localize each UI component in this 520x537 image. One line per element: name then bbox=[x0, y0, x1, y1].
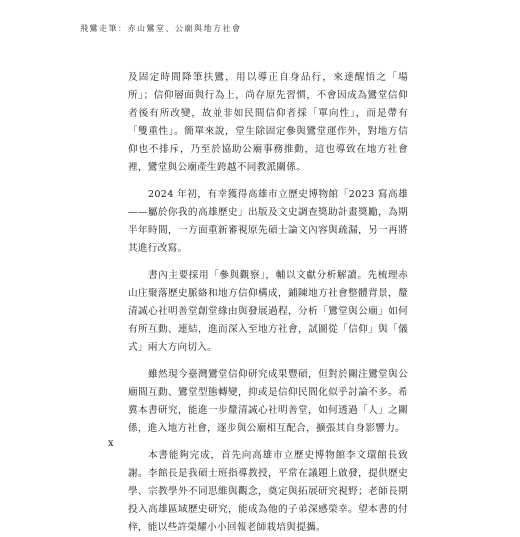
paragraph-methodology: 書內主要採用「參與觀察」，輔以文獻分析解讀。先梳理赤山庄聚落歷史脈絡和地方信仰構成，鋪陳地方社會整體背景，釐清誠心社明善堂創堂緣由與發展過程，分析「鸞堂與公廟」如何有所互動、連結，進而深入至地方社會，試圖從「信仰」與「儀式」兩大方向切入。 bbox=[128, 270, 408, 353]
paragraph-research-aim: 雖然現今臺灣鸞堂信仰研究成果豐碩，但對於關注鸞堂與公廟間互動、鸞堂型態轉變，抑或是信仰民間化似乎討論不多。希冀本書研究，能進一步釐清誠心社明善堂，如何透過「人」之關係，進入地方社會，逐步與公廟相互配合，擴張其自身影響力。 bbox=[128, 369, 408, 434]
body-text bbox=[128, 69, 408, 537]
paragraph-continuation: 及固定時間降筆扶鸞，用以導正自身品行，來達醒悟之「場所」；信仰層面與行為上，尚存原先習慣，不會因成為鸞堂信仰者後有所改變，故並非如民間信仰者採「單向性」，而是帶有「雙重性」。簡單來說，堂生除固定參與鸞堂運作外，對地方信仰也不排斥，乃至於協助公廟事務推動，這也導致在地方社會裡，鸞堂與公廟產生跨越不同教派關係。 bbox=[128, 72, 408, 173]
paragraph-funding: 2024 年初，有幸獲得高雄市立歷史博物館「2023 寫高雄——屬於你我的高雄歷史」出版及文史調查獎助計畫獎勵，為期半年時間，一方面重新審視原先碩士論文內容與疏漏，另一再將其進行改寫。 bbox=[128, 189, 408, 254]
running-header: 飛鸞走筆：赤山鸞堂、公廟與地方社會 bbox=[80, 24, 242, 33]
paragraph-acknowledgement: 本書能夠完成，首先向高雄市立歷史博物館李文環館長致謝。李館長是我碩士班指導教授，平常在議題上啟發，提供歷史學、宗教學外不同思維與觀念，奠定與拓展研究視野；老師長期投入高雄區域歷史研究，能成為他的子弟深感榮幸。望本書的付梓，能以些許榮耀小小回報老師栽培與提攜。 bbox=[128, 450, 408, 533]
page-number: x bbox=[108, 438, 114, 449]
